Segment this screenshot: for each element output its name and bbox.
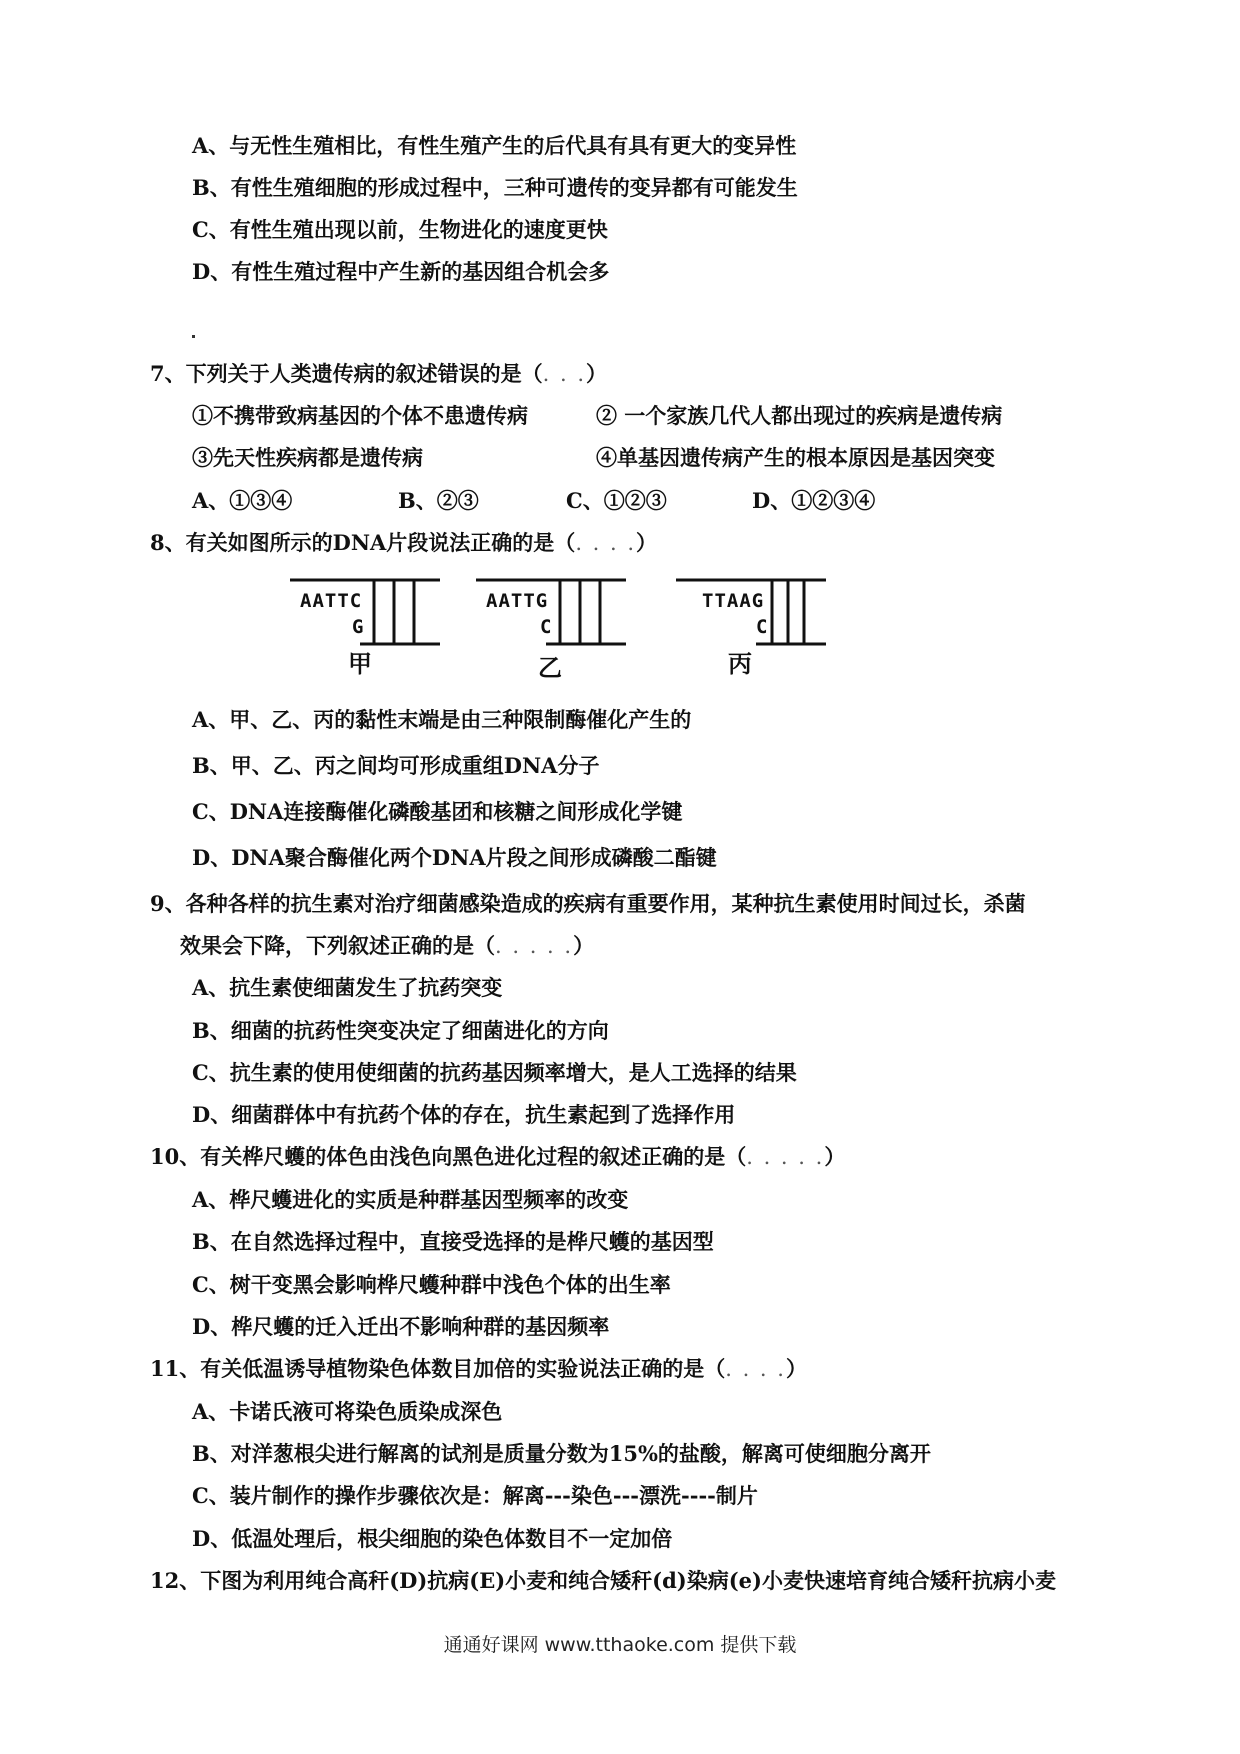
answer-blank: . . . . bbox=[725, 1357, 786, 1381]
dna-fragment-jia bbox=[290, 578, 440, 678]
q8-option-c: C、DNA连接酶催化磷酸基团和核糖之间形成化学键 bbox=[192, 799, 683, 824]
q7-item-2 bbox=[596, 402, 1002, 430]
dna-fragment-jia-lines bbox=[290, 578, 440, 648]
q11-option-c: C、装片制作的操作步骤依次是：解离---染色---漂洗----制片 bbox=[192, 1483, 758, 1508]
q10-stem-text: 10、有关桦尺蠖的体色由浅色向黑色进化过程的叙述正确的是（ bbox=[150, 1144, 747, 1169]
q12-stem: 12、下图为利用纯合高秆(D)抗病(E)小麦和纯合矮秆(d)染病(e)小麦快速培育纯合矮秆抗病小麦 bbox=[150, 1568, 1056, 1593]
q8-stem-text: 8、有关如图所示的DNA片段说法正确的是（ bbox=[150, 530, 576, 555]
q11-stem bbox=[150, 1355, 807, 1383]
dna-jia-top-strand: AATTC bbox=[300, 590, 363, 612]
q7-option-b: B、②③ bbox=[398, 488, 479, 513]
answer-blank: . . . bbox=[542, 362, 587, 386]
q8-option-a: A、甲、乙、丙的黏性末端是由三种限制酶催化产生的 bbox=[192, 707, 692, 732]
q9-option-c: C、抗生素的使用使细菌的抗药基因频率增大，是人工选择的结果 bbox=[192, 1060, 797, 1085]
q9-stem-line1: 9、各种各样的抗生素对治疗细菌感染造成的疾病有重要作用，某种抗生素使用时间过长，杀菌 bbox=[150, 891, 1026, 916]
dna-fragment-yi bbox=[476, 578, 626, 682]
q7-option-a: A、①③④ bbox=[192, 488, 293, 513]
q11-stem-text: 11、有关低温诱导植物染色体数目加倍的实验说法正确的是（ bbox=[150, 1356, 726, 1381]
q7-item-2-text: ② 一个家族几代人都出现过的疾病是遗传病 bbox=[596, 403, 1003, 428]
q6-option-d: D、有性生殖过程中产生新的基因组合机会多 bbox=[192, 259, 610, 284]
q10-option-d: D、桦尺蠖的迁入迁出不影响种群的基因频率 bbox=[192, 1314, 610, 1339]
answer-blank: . . . . bbox=[575, 531, 637, 555]
q7-item-3-text: ③先天性疾病都是遗传病 bbox=[192, 445, 423, 470]
q7-stem bbox=[150, 360, 607, 388]
dna-bing-bottom-strand: C bbox=[756, 616, 769, 638]
dna-bing-label: 丙 bbox=[728, 649, 752, 678]
q11-option-b: B、对洋葱根尖进行解离的试剂是质量分数为15%的盐酸，解离可使细胞分离开 bbox=[192, 1441, 931, 1466]
dna-jia-label: 甲 bbox=[348, 649, 372, 678]
dna-yi-label: 乙 bbox=[538, 653, 562, 682]
q6-option-c: C、有性生殖出现以前，生物进化的速度更快 bbox=[192, 217, 608, 242]
answer-blank: . . . . . bbox=[746, 1145, 825, 1169]
q7-option-c: C、①②③ bbox=[566, 488, 667, 513]
q7-option-d: D、①②③④ bbox=[752, 488, 876, 513]
q9-stem-line2 bbox=[180, 932, 594, 960]
q7-stem-end: ） bbox=[586, 361, 608, 386]
q9-stem-end: ） bbox=[573, 933, 595, 958]
q7-stem-text: 7、下列关于人类遗传病的叙述错误的是（ bbox=[150, 361, 543, 386]
q7-item-4 bbox=[596, 444, 995, 472]
q10-option-b: B、在自然选择过程中，直接受选择的是桦尺蠖的基因型 bbox=[192, 1229, 714, 1254]
dna-yi-top-strand: AATTG bbox=[486, 590, 549, 612]
q6-option-b: B、有性生殖细胞的形成过程中，三种可遗传的变异都有可能发生 bbox=[192, 175, 798, 200]
q9-stem-line2-text: 效果会下降，下列叙述正确的是（ bbox=[180, 933, 495, 958]
q11-option-a: A、卡诺氏液可将染色质染成深色 bbox=[192, 1399, 503, 1424]
q10-stem-end: ） bbox=[824, 1144, 846, 1169]
stray-mark bbox=[192, 335, 195, 338]
q8-stem-end: ） bbox=[636, 530, 658, 555]
q9-option-d: D、细菌群体中有抗药个体的存在，抗生素起到了选择作用 bbox=[192, 1102, 736, 1127]
q10-option-c: C、树干变黑会影响桦尺蠖种群中浅色个体的出生率 bbox=[192, 1272, 671, 1297]
q6-option-a: A、与无性生殖相比，有性生殖产生的后代具有具有更大的变异性 bbox=[192, 133, 797, 158]
q7-item-3 bbox=[192, 444, 423, 472]
q7-item-4-text: ④单基因遗传病产生的根本原因是基因突变 bbox=[596, 445, 995, 470]
q8-option-d: D、DNA聚合酶催化两个DNA片段之间形成磷酸二酯键 bbox=[192, 845, 717, 870]
dna-jia-bottom-strand: G bbox=[352, 616, 365, 638]
q8-stem bbox=[150, 529, 657, 557]
q11-stem-end: ） bbox=[785, 1356, 807, 1381]
q10-option-a: A、桦尺蠖进化的实质是种群基因型频率的改变 bbox=[192, 1187, 629, 1212]
q7-item-1-text: ①不携带致病基因的个体不患遗传病 bbox=[192, 403, 528, 428]
page-footer: 通通好课网 www.tthaoke.com 提供下载 bbox=[443, 1634, 797, 1656]
q8-option-b: B、甲、乙、丙之间均可形成重组DNA分子 bbox=[192, 753, 600, 778]
q10-stem bbox=[150, 1143, 845, 1171]
q7-item-1 bbox=[192, 402, 528, 430]
dna-yi-bottom-strand: C bbox=[540, 616, 553, 638]
dna-fragment-bing bbox=[676, 578, 826, 678]
q11-option-d: D、低温处理后，根尖细胞的染色体数目不一定加倍 bbox=[192, 1526, 673, 1551]
dna-bing-top-strand: TTAAG bbox=[702, 590, 765, 612]
q9-option-a: A、抗生素使细菌发生了抗药突变 bbox=[192, 975, 503, 1000]
answer-blank: . . . . . bbox=[495, 934, 574, 958]
q9-option-b: B、细菌的抗药性突变决定了细菌进化的方向 bbox=[192, 1018, 609, 1043]
dna-fragment-bing-lines bbox=[676, 578, 826, 648]
